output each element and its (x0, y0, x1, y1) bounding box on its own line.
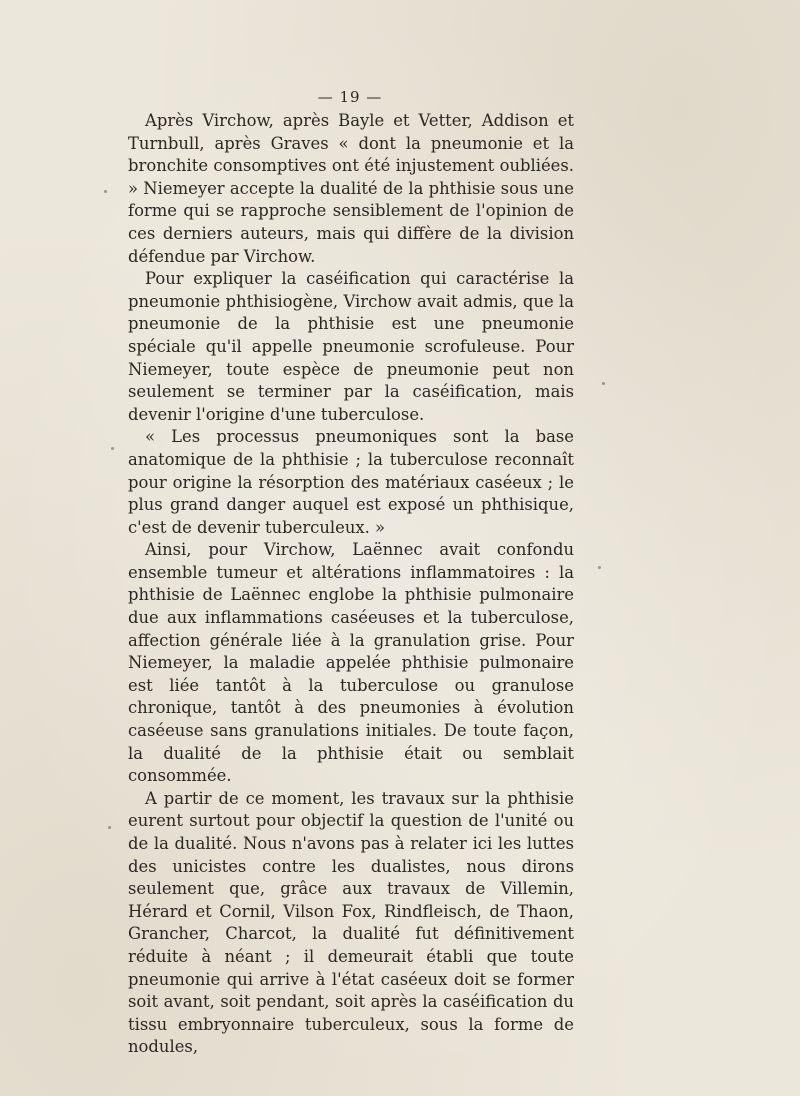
paragraph-2: Pour expliquer la caséification qui caractérise la pneumonie phthisiogène, Virchow avait admis, que la pneumonie de la phthisie est une pneumonie spéciale qu'il appelle pneumonie scrofuleuse. Pour Niemeyer, toute espèce de pneumonie peut non seulement se terminer par la caséification, mais devenir l'origine d'une tuberculose. (128, 269, 574, 424)
paragraph-3-quote: « Les processus pneumoniques sont la base anatomique de la phthisie ; la tuberculose reconnaît pour origine la résorption des matériaux caséeux ; le plus grand danger auquel est exposé un phthisique, c'est de devenir tuberculeux. » (128, 427, 574, 537)
paragraph-5: A partir de ce moment, les travaux sur la phthisie eurent surtout pour objectif la question de l'unité ou de la dualité. Nous n'avons pas à relater ici les luttes des unicistes contre les dualistes, nous dirons seulement que, grâce aux travaux de Villemin, Hérard et Cornil, Vilson Fox, Rindfleisch, de Thaon, Grancher, Charcot, la dualité fut définitivement réduite à néant ; il demeurait établi que toute pneumonie qui arrive à l'état caséeux doit se former soit avant, soit pendant, soit après la caséification du tissu embryonnaire tuberculeux, sous la forme de nodules, (128, 788, 574, 1057)
paper-speck (598, 566, 601, 569)
paper-speck (602, 382, 605, 385)
page-number: — 19 — (317, 88, 383, 106)
paper-speck (104, 190, 107, 193)
body-text (128, 110, 574, 1059)
paragraph-1: Après Virchow, après Bayle et Vetter, Addison et Turnbull, après Graves « dont la pneumonie et la bronchite consomptives ont été injustement oubliées. » Niemeyer accepte la dualité de la phthisie sous une forme qui se rapproche sensiblement de l'opinion de ces derniers auteurs, mais qui diffère de la division défendue par Virchow. (128, 111, 574, 266)
paragraph-4: Ainsi, pour Virchow, Laënnec avait confondu ensemble tumeur et altérations inflammatoires : la phthisie de Laënnec englobe la phthisie pulmonaire due aux inflammations caséeuses et la tuberculose, affection générale liée à la granulation grise. Pour Niemeyer, la maladie appelée phthisie pulmonaire est liée tantôt à la tuberculose ou granulose chronique, tantôt à des pneumonies à évolution caséeuse sans granulations initiales. De toute façon, la dualité de la phthisie était ou semblait consommée. (128, 540, 574, 786)
paper-speck (111, 447, 114, 450)
paper-speck (108, 826, 111, 829)
